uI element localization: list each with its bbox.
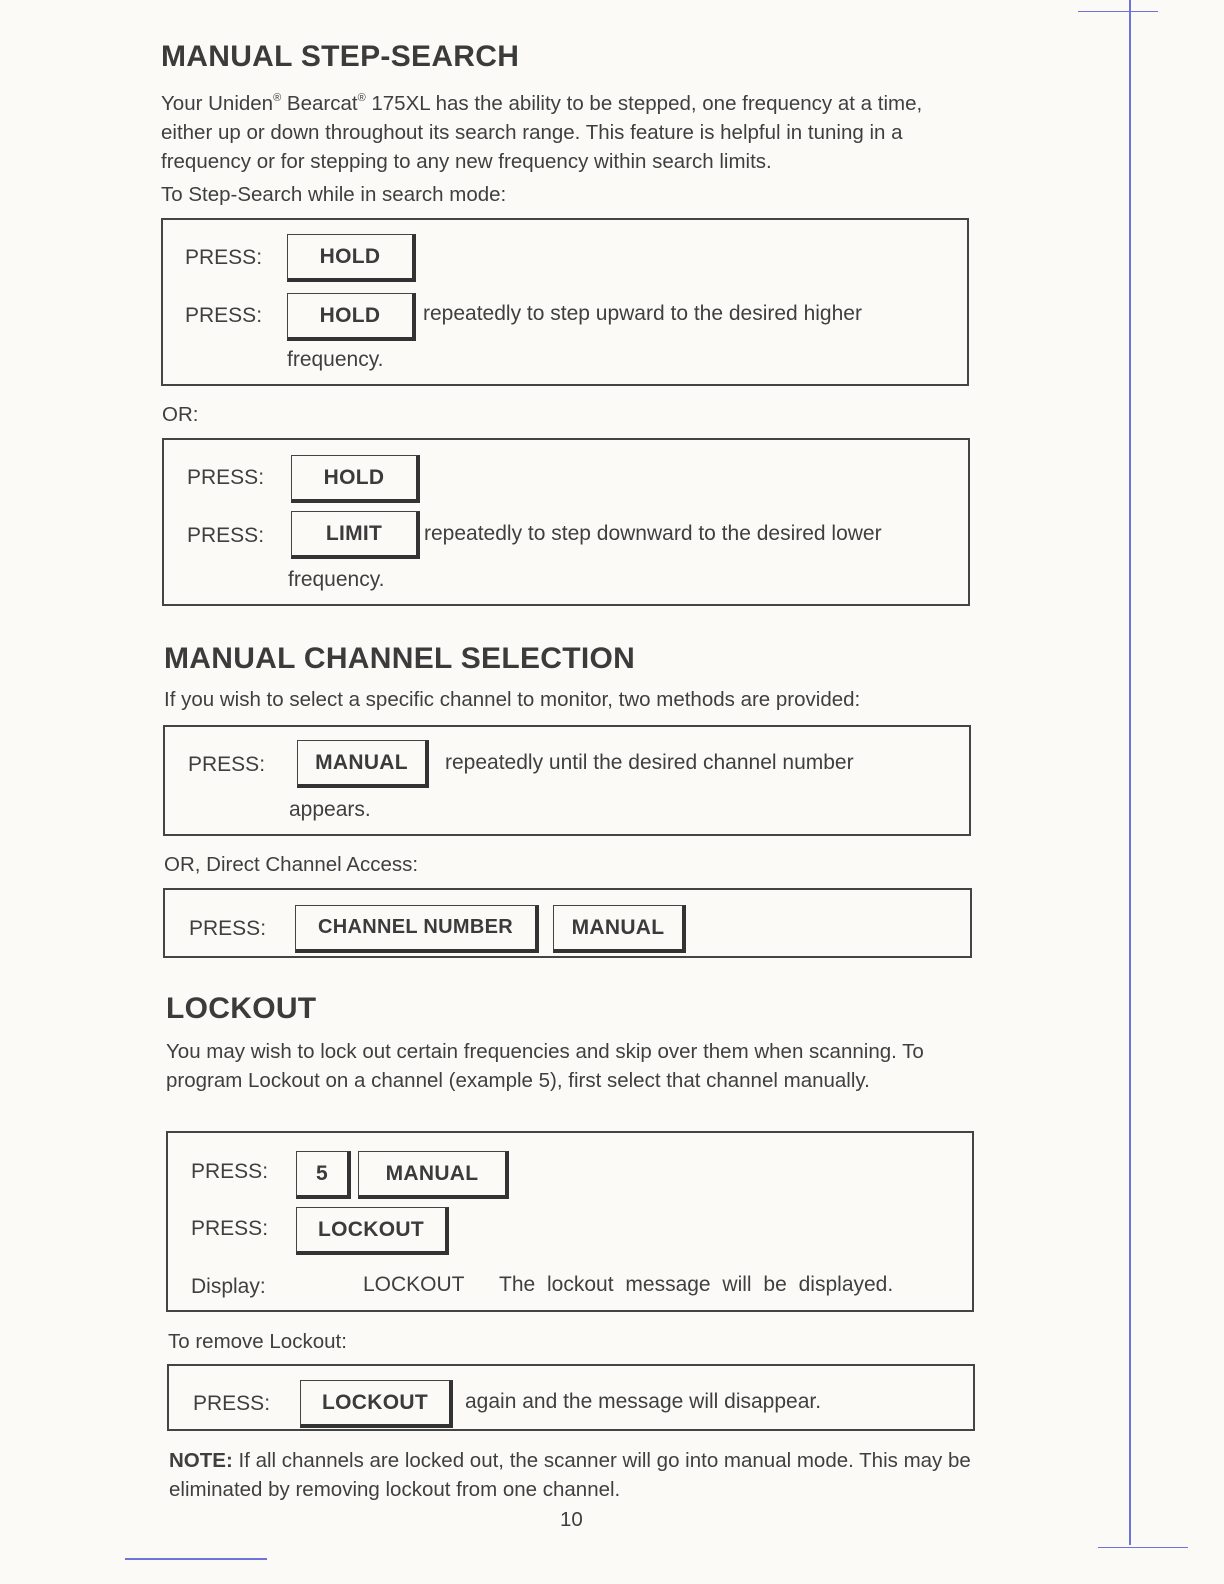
step-search-intro (161, 84, 967, 176)
step-up-description: repeatedly to step upward to the desired higher (423, 302, 862, 325)
instruction-box-manual-select (163, 725, 971, 836)
instruction-box-remove-lockout (167, 1364, 975, 1431)
section-heading-step-search: MANUAL STEP-SEARCH (161, 40, 520, 73)
display-label: Display: (191, 1275, 266, 1298)
manual-key: MANUAL (553, 905, 686, 953)
instruction-box-direct-access (163, 888, 972, 958)
intro-text: 175XL has the ability to be stepped, one frequency at a time, either up or down throughout its search range. This feature is helpful in tuning in a frequency or for stepping to any new frequency within search limits. (161, 92, 923, 173)
note-text: If all channels are locked out, the scanner will go into manual mode. This may be eliminated by removing lockout from one channel. (169, 1449, 971, 1501)
or-label: OR: (162, 403, 199, 426)
channel-selection-intro: If you wish to select a specific channel to monitor, two methods are provided: (164, 688, 861, 711)
remove-lockout-lead: To remove Lockout: (168, 1330, 347, 1353)
lockout-note (169, 1446, 984, 1504)
press-label: PRESS: (191, 1217, 269, 1240)
hold-key: HOLD (291, 455, 420, 503)
hold-key: HOLD (287, 234, 416, 282)
limit-key: LIMIT (291, 511, 420, 559)
registered-mark: ® (357, 92, 366, 104)
channel-number-key: CHANNEL NUMBER (295, 905, 539, 953)
instruction-box-step-up (161, 218, 969, 386)
page-number: 10 (560, 1508, 583, 1531)
step-up-description-cont: frequency. (287, 348, 384, 371)
manual-key: MANUAL (358, 1151, 509, 1199)
scan-edge-line (125, 1558, 267, 1560)
hold-key: HOLD (287, 293, 416, 341)
lockout-intro: You may wish to lock out certain frequencies and skip over them when scanning. To program Lockout on a channel (example 5), first select that channel manually. (166, 1040, 924, 1092)
display-value: LOCKOUT (363, 1273, 465, 1296)
manual-select-description: repeatedly until the desired channel number (445, 751, 854, 774)
step-down-description: repeatedly to step downward to the desired lower (424, 522, 882, 545)
manual-key: MANUAL (297, 740, 429, 788)
instruction-box-step-down (162, 438, 970, 606)
press-label: PRESS: (187, 524, 265, 547)
press-label: PRESS: (185, 304, 263, 327)
scan-edge-line (1078, 11, 1158, 12)
scan-edge-line (1129, 0, 1131, 1545)
remove-lockout-description: again and the message will disappear. (465, 1390, 822, 1413)
step-down-description-cont: frequency. (288, 568, 385, 591)
section-heading-lockout: LOCKOUT (166, 992, 317, 1025)
note-label: NOTE: (169, 1449, 233, 1472)
scan-edge-line (1098, 1547, 1188, 1548)
press-label: PRESS: (189, 917, 267, 940)
digit-5-key: 5 (296, 1151, 351, 1199)
press-label: PRESS: (193, 1392, 271, 1415)
press-label: PRESS: (187, 466, 265, 489)
direct-access-lead: OR, Direct Channel Access: (164, 853, 419, 876)
press-label: PRESS: (188, 753, 266, 776)
display-description: The lockout message will be displayed. (499, 1273, 894, 1296)
manual-select-description-cont: appears. (289, 798, 371, 821)
instruction-box-lockout (166, 1131, 974, 1312)
lockout-key: LOCKOUT (300, 1380, 453, 1428)
registered-mark: ® (273, 92, 282, 104)
intro-brand-bearcat: Bearcat (281, 92, 358, 115)
step-search-lead: To Step-Search while in search mode: (161, 183, 507, 206)
press-label: PRESS: (185, 246, 263, 269)
section-heading-channel-selection: MANUAL CHANNEL SELECTION (164, 642, 636, 675)
intro-brand-uniden: Your Uniden (161, 92, 274, 115)
press-label: PRESS: (191, 1160, 269, 1183)
lockout-key: LOCKOUT (296, 1207, 449, 1255)
